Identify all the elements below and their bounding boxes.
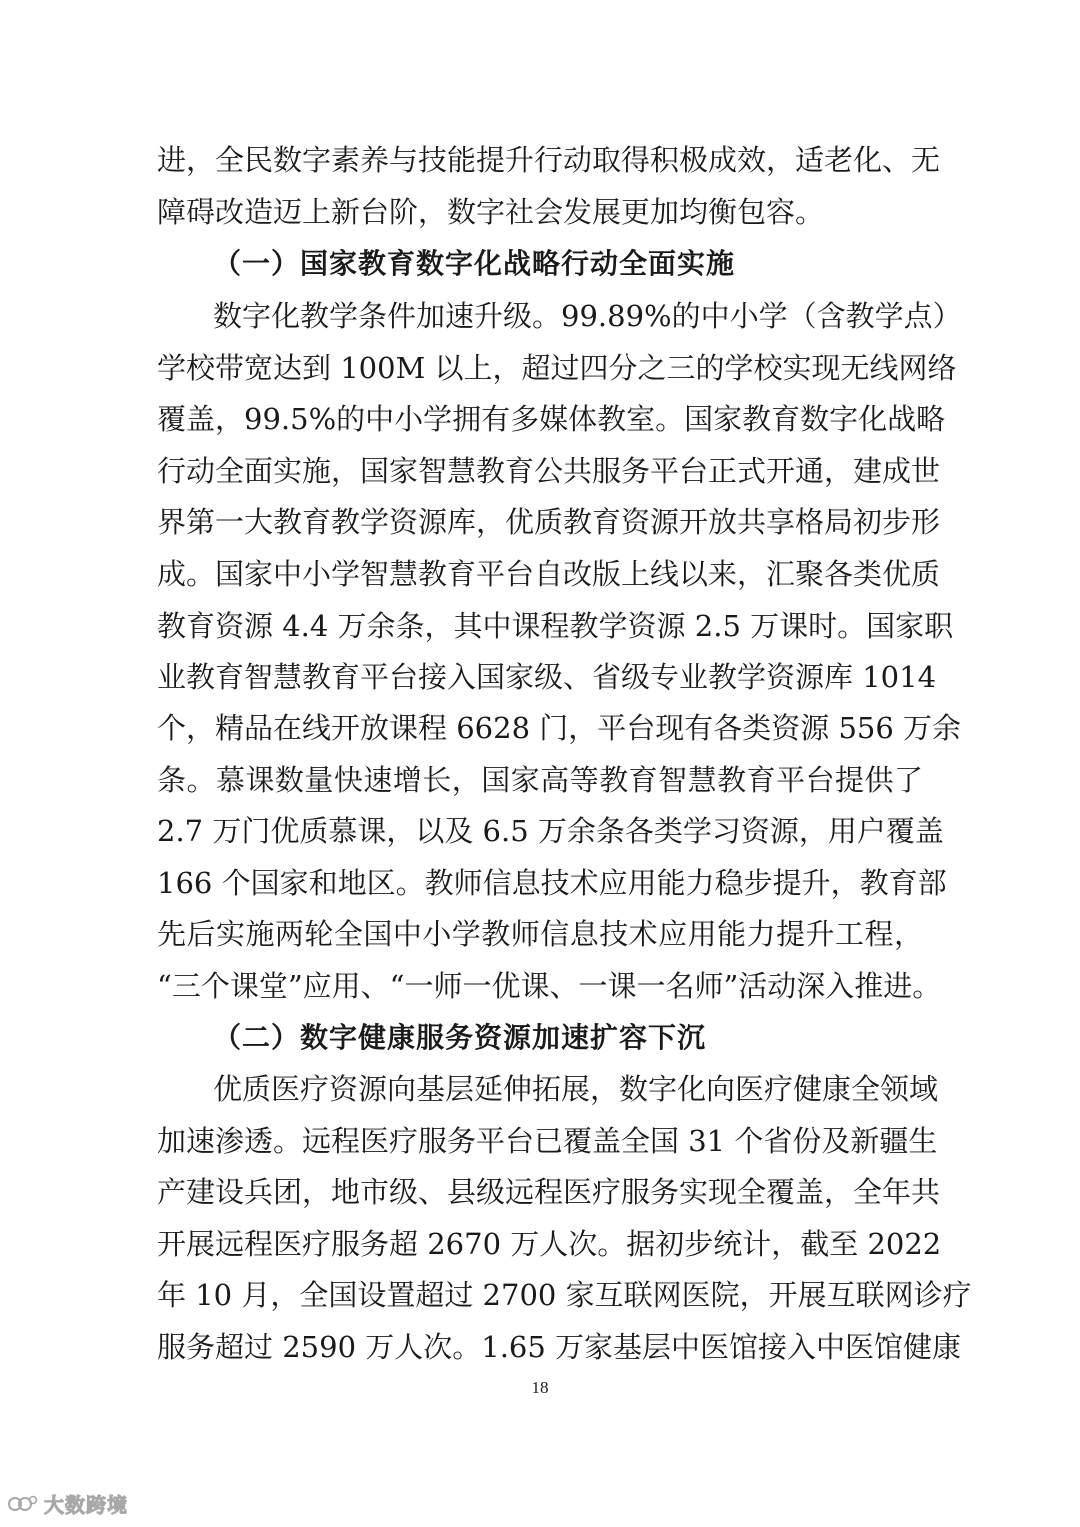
- body-text-line: 服务超过 2590 万人次。1.65 万家基层中医馆接入中医馆健康: [157, 1330, 962, 1364]
- body-text-line: 进，全民数字素养与技能提升行动取得积极成效，适老化、无: [157, 143, 941, 177]
- body-text-line: 成。国家中小学智慧教育平台自改版上线以来，汇聚各类优质: [157, 557, 941, 591]
- body-text-line: 先后实施两轮全国中小学教师信息技术应用能力提升工程，: [157, 917, 923, 951]
- watermark-text: 大数跨境: [44, 1492, 128, 1517]
- body-text-line: 条。慕课数量快速增长，国家高等教育智慧教育平台提供了: [157, 763, 923, 797]
- body-text-line: 优质医疗资源向基层延伸拓展，数字化向医疗健康全领域: [213, 1072, 939, 1106]
- body-text-line: 覆盖，99.5%的中小学拥有多媒体教室。国家教育数字化战略: [157, 402, 946, 436]
- body-text-line: 障碍改造迈上新台阶，数字社会发展更加均衡包容。: [157, 195, 825, 229]
- page-number: 18: [531, 1378, 549, 1397]
- body-text-line: 产建设兵团，地市级、县级远程医疗服务实现全覆盖，全年共: [157, 1175, 941, 1209]
- watermark-logo-icon: [8, 1492, 38, 1514]
- body-text-line: 加速渗透。远程医疗服务平台已覆盖全国 31 个省份及新疆生: [157, 1124, 938, 1158]
- body-text-line: 界第一大教育教学资源库，优质教育资源开放共享格局初步形: [157, 505, 941, 539]
- body-text-line: 教育资源 4.4 万余条，其中课程教学资源 2.5 万课时。国家职: [157, 609, 954, 643]
- body-text-line: 2.7 万门优质慕课，以及 6.5 万余条各类学习资源，用户覆盖: [157, 814, 944, 848]
- watermark: [8, 1488, 128, 1518]
- body-text-line: 个，精品在线开放课程 6628 门，平台现有各类资源 556 万余: [157, 711, 962, 745]
- body-text-line: 166 个国家和地区。教师信息技术应用能力稳步提升，教育部: [157, 866, 947, 900]
- section-heading-education: （一）国家教育数字化战略行动全面实施: [213, 247, 736, 280]
- body-text-line: 业教育智慧教育平台接入国家级、省级专业教学资源库 1014: [157, 660, 937, 694]
- body-text-line: 数字化教学条件加速升级。99.89%的中小学（含教学点）: [213, 299, 962, 333]
- body-text-line: 行动全面实施，国家智慧教育公共服务平台正式开通，建成世: [157, 454, 941, 488]
- body-text-line: 开展远程医疗服务超 2670 万人次。据初步统计，截至 2022: [157, 1227, 942, 1261]
- body-text-line: 学校带宽达到 100M 以上，超过四分之三的学校实现无线网络: [157, 351, 957, 385]
- body-text-line: “三个课堂”应用、“一师一优课、一课一名师”活动深入推进。: [157, 969, 942, 1003]
- body-text-line: 年 10 月，全国设置超过 2700 家互联网医院，开展互联网诊疗: [157, 1278, 972, 1312]
- section-heading-health: （二）数字健康服务资源加速扩容下沉: [213, 1021, 707, 1054]
